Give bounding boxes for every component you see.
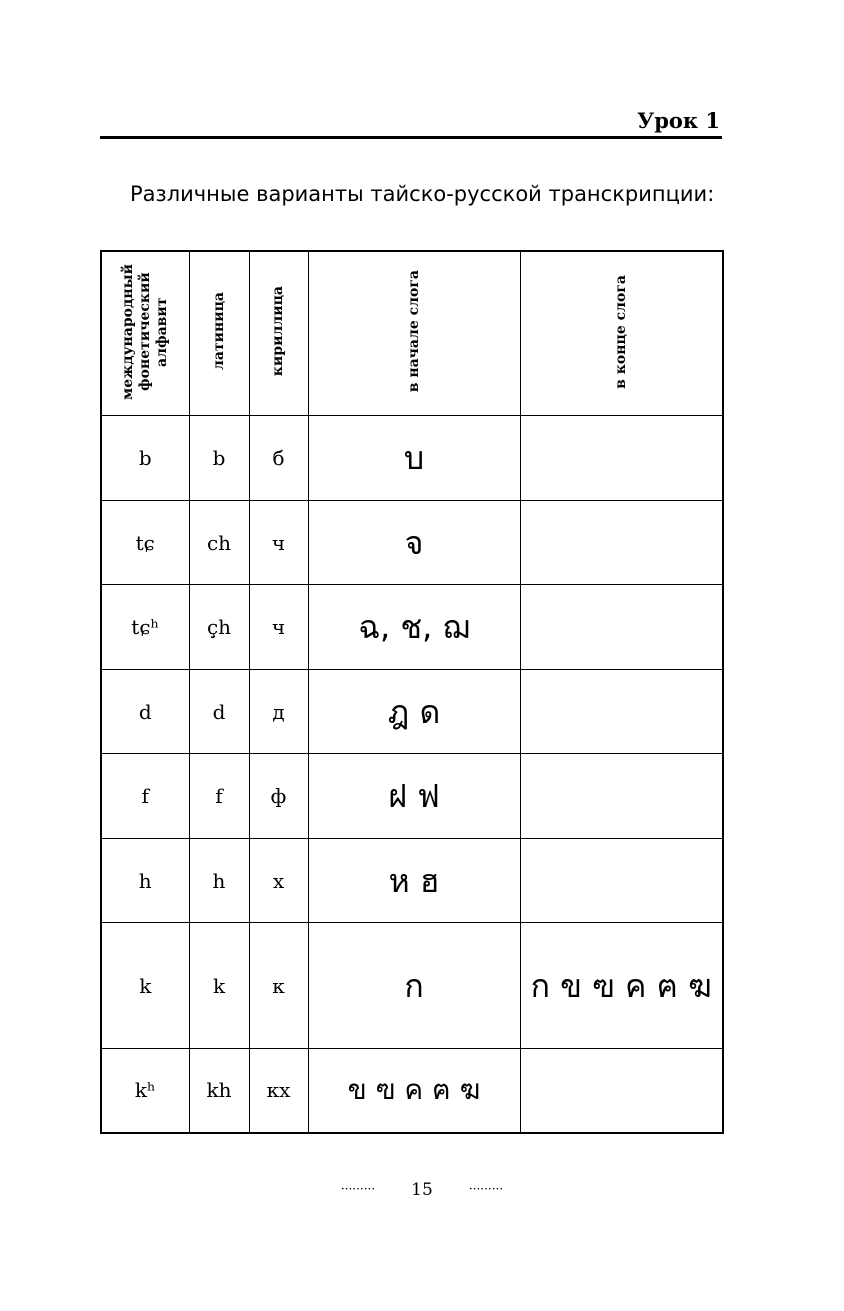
cell-ipa: kʰ — [101, 1049, 189, 1133]
cell-cyrillic: ч — [249, 585, 308, 670]
cell-initial: บ — [308, 416, 520, 501]
table-row — [101, 923, 723, 1049]
cell-initial: ก — [308, 923, 520, 1049]
cell-latin: b — [189, 416, 249, 501]
header-rule — [100, 136, 722, 139]
cell-latin: ch — [189, 501, 249, 585]
cell-ipa: tɕ — [101, 501, 189, 585]
cell-ipa: f — [101, 754, 189, 839]
cell-final: ก ข ฃ ค ฅ ฆ — [520, 923, 723, 1049]
cell-cyrillic: ч — [249, 501, 308, 585]
page-footer — [0, 1180, 844, 1200]
footer-dots-left: ········· — [340, 1182, 376, 1196]
cell-final — [520, 839, 723, 923]
cell-cyrillic: к — [249, 923, 308, 1049]
header-cyrillic: кириллица — [249, 251, 308, 416]
cell-cyrillic: ф — [249, 754, 308, 839]
cell-initial: ฎ ด — [308, 670, 520, 754]
footer-dots-right: ········· — [468, 1182, 504, 1196]
table-row — [101, 670, 723, 754]
cell-latin: h — [189, 839, 249, 923]
cell-initial: ฉ, ช, ฌ — [308, 585, 520, 670]
header-latin: латиница — [189, 251, 249, 416]
cell-final — [520, 1049, 723, 1133]
cell-final — [520, 754, 723, 839]
cell-latin: d — [189, 670, 249, 754]
cell-latin: ç̧h — [189, 585, 249, 670]
table-row — [101, 754, 723, 839]
cell-cyrillic: х — [249, 839, 308, 923]
cell-ipa: k — [101, 923, 189, 1049]
cell-cyrillic: б — [249, 416, 308, 501]
table-row — [101, 585, 723, 670]
table-row — [101, 839, 723, 923]
table-row — [101, 416, 723, 501]
header-final: в конце слога — [520, 251, 723, 416]
cell-final — [520, 670, 723, 754]
table-row — [101, 501, 723, 585]
cell-ipa: h — [101, 839, 189, 923]
header-initial: в начале слога — [308, 251, 520, 416]
cell-ipa: d — [101, 670, 189, 754]
table-header-row — [101, 251, 723, 416]
cell-ipa: tɕʰ — [101, 585, 189, 670]
table-row — [101, 1049, 723, 1133]
cell-cyrillic: д — [249, 670, 308, 754]
lesson-label: Урок 1 — [637, 108, 720, 133]
cell-initial: ข ฃ ค ฅ ฆ — [308, 1049, 520, 1133]
cell-final — [520, 501, 723, 585]
section-heading: Различные варианты тайско-русской транскрипции: — [130, 182, 715, 206]
cell-initial: ฝ ฟ — [308, 754, 520, 839]
cell-final — [520, 585, 723, 670]
cell-latin: f — [189, 754, 249, 839]
page-number: 15 — [411, 1180, 433, 1200]
cell-cyrillic: кх — [249, 1049, 308, 1133]
cell-ipa: b — [101, 416, 189, 501]
cell-latin: k — [189, 923, 249, 1049]
cell-final — [520, 416, 723, 501]
header-ipa: международный фонетический алфавит — [101, 251, 189, 416]
transcription-table — [100, 250, 724, 1134]
cell-initial: ห ฮ — [308, 839, 520, 923]
cell-latin: kh — [189, 1049, 249, 1133]
cell-initial: จ — [308, 501, 520, 585]
